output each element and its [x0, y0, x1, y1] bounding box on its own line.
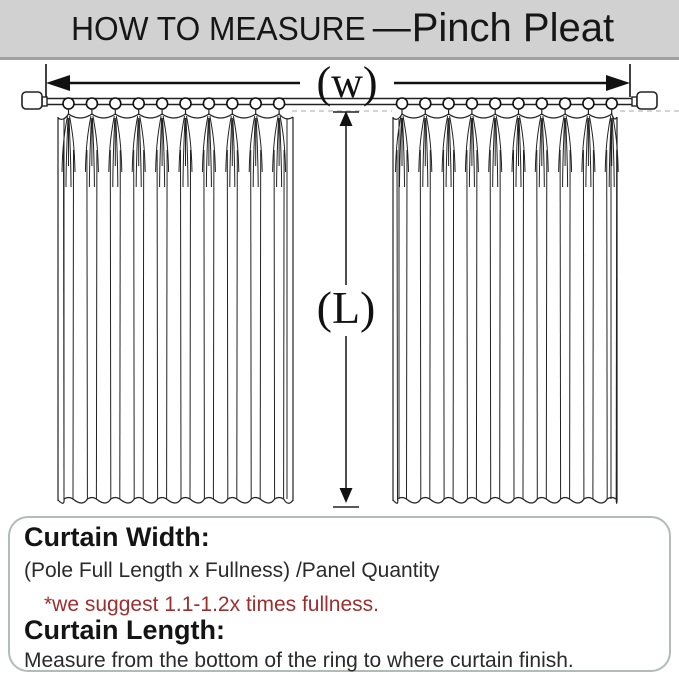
fullness-note: *we suggest 1.1-1.2x times fullness. — [44, 593, 379, 616]
curtain-panel-right — [393, 98, 618, 503]
curtain-ring — [490, 98, 501, 109]
curtain-ring — [250, 98, 261, 109]
curtain-ring — [110, 98, 121, 109]
curtain-ring — [513, 98, 524, 109]
width-dimension-label: (w) — [316, 60, 378, 107]
curtain-ring — [536, 98, 547, 109]
measuring-instructions-box — [8, 516, 671, 672]
width-arrow-head-left — [46, 75, 70, 91]
curtain-width-formula: (Pole Full Length x Fullness) /Panel Quantity — [24, 559, 440, 582]
curtain-ring — [86, 98, 97, 109]
curtain-ring — [443, 98, 454, 109]
curtain-width-heading: Curtain Width: — [24, 522, 210, 552]
curtain-ring — [180, 98, 191, 109]
rod-finial — [22, 92, 42, 109]
curtain-ring — [420, 98, 431, 109]
length-dimension-label: (L) — [316, 282, 376, 333]
title-dash: — — [372, 7, 411, 49]
curtain-ring — [583, 98, 594, 109]
curtain-panel-left — [58, 98, 293, 503]
title-style-text: Pinch Pleat — [411, 6, 615, 50]
curtain-ring — [63, 98, 74, 109]
curtain-ring — [203, 98, 214, 109]
title-measure-text: HOW TO MEASURE — [71, 9, 366, 47]
curtain-ring — [466, 98, 477, 109]
curtain-ring — [157, 98, 168, 109]
measurement-diagram — [0, 60, 679, 516]
page-title — [0, 0, 679, 60]
rod-finial — [637, 92, 657, 109]
length-arrow-head-up — [340, 111, 353, 126]
curtain-ring — [133, 98, 144, 109]
curtain-ring — [606, 98, 617, 109]
curtain-ring — [274, 98, 285, 109]
length-arrow-head-down — [340, 488, 353, 503]
curtain-ring — [227, 98, 238, 109]
curtain-ring — [560, 98, 571, 109]
width-arrow-head-right — [606, 75, 630, 91]
curtain-length-heading: Curtain Length: — [24, 615, 225, 645]
curtain-length-text: Measure from the bottom of the ring to where curtain finish. — [24, 649, 574, 672]
curtain-ring — [397, 98, 408, 109]
